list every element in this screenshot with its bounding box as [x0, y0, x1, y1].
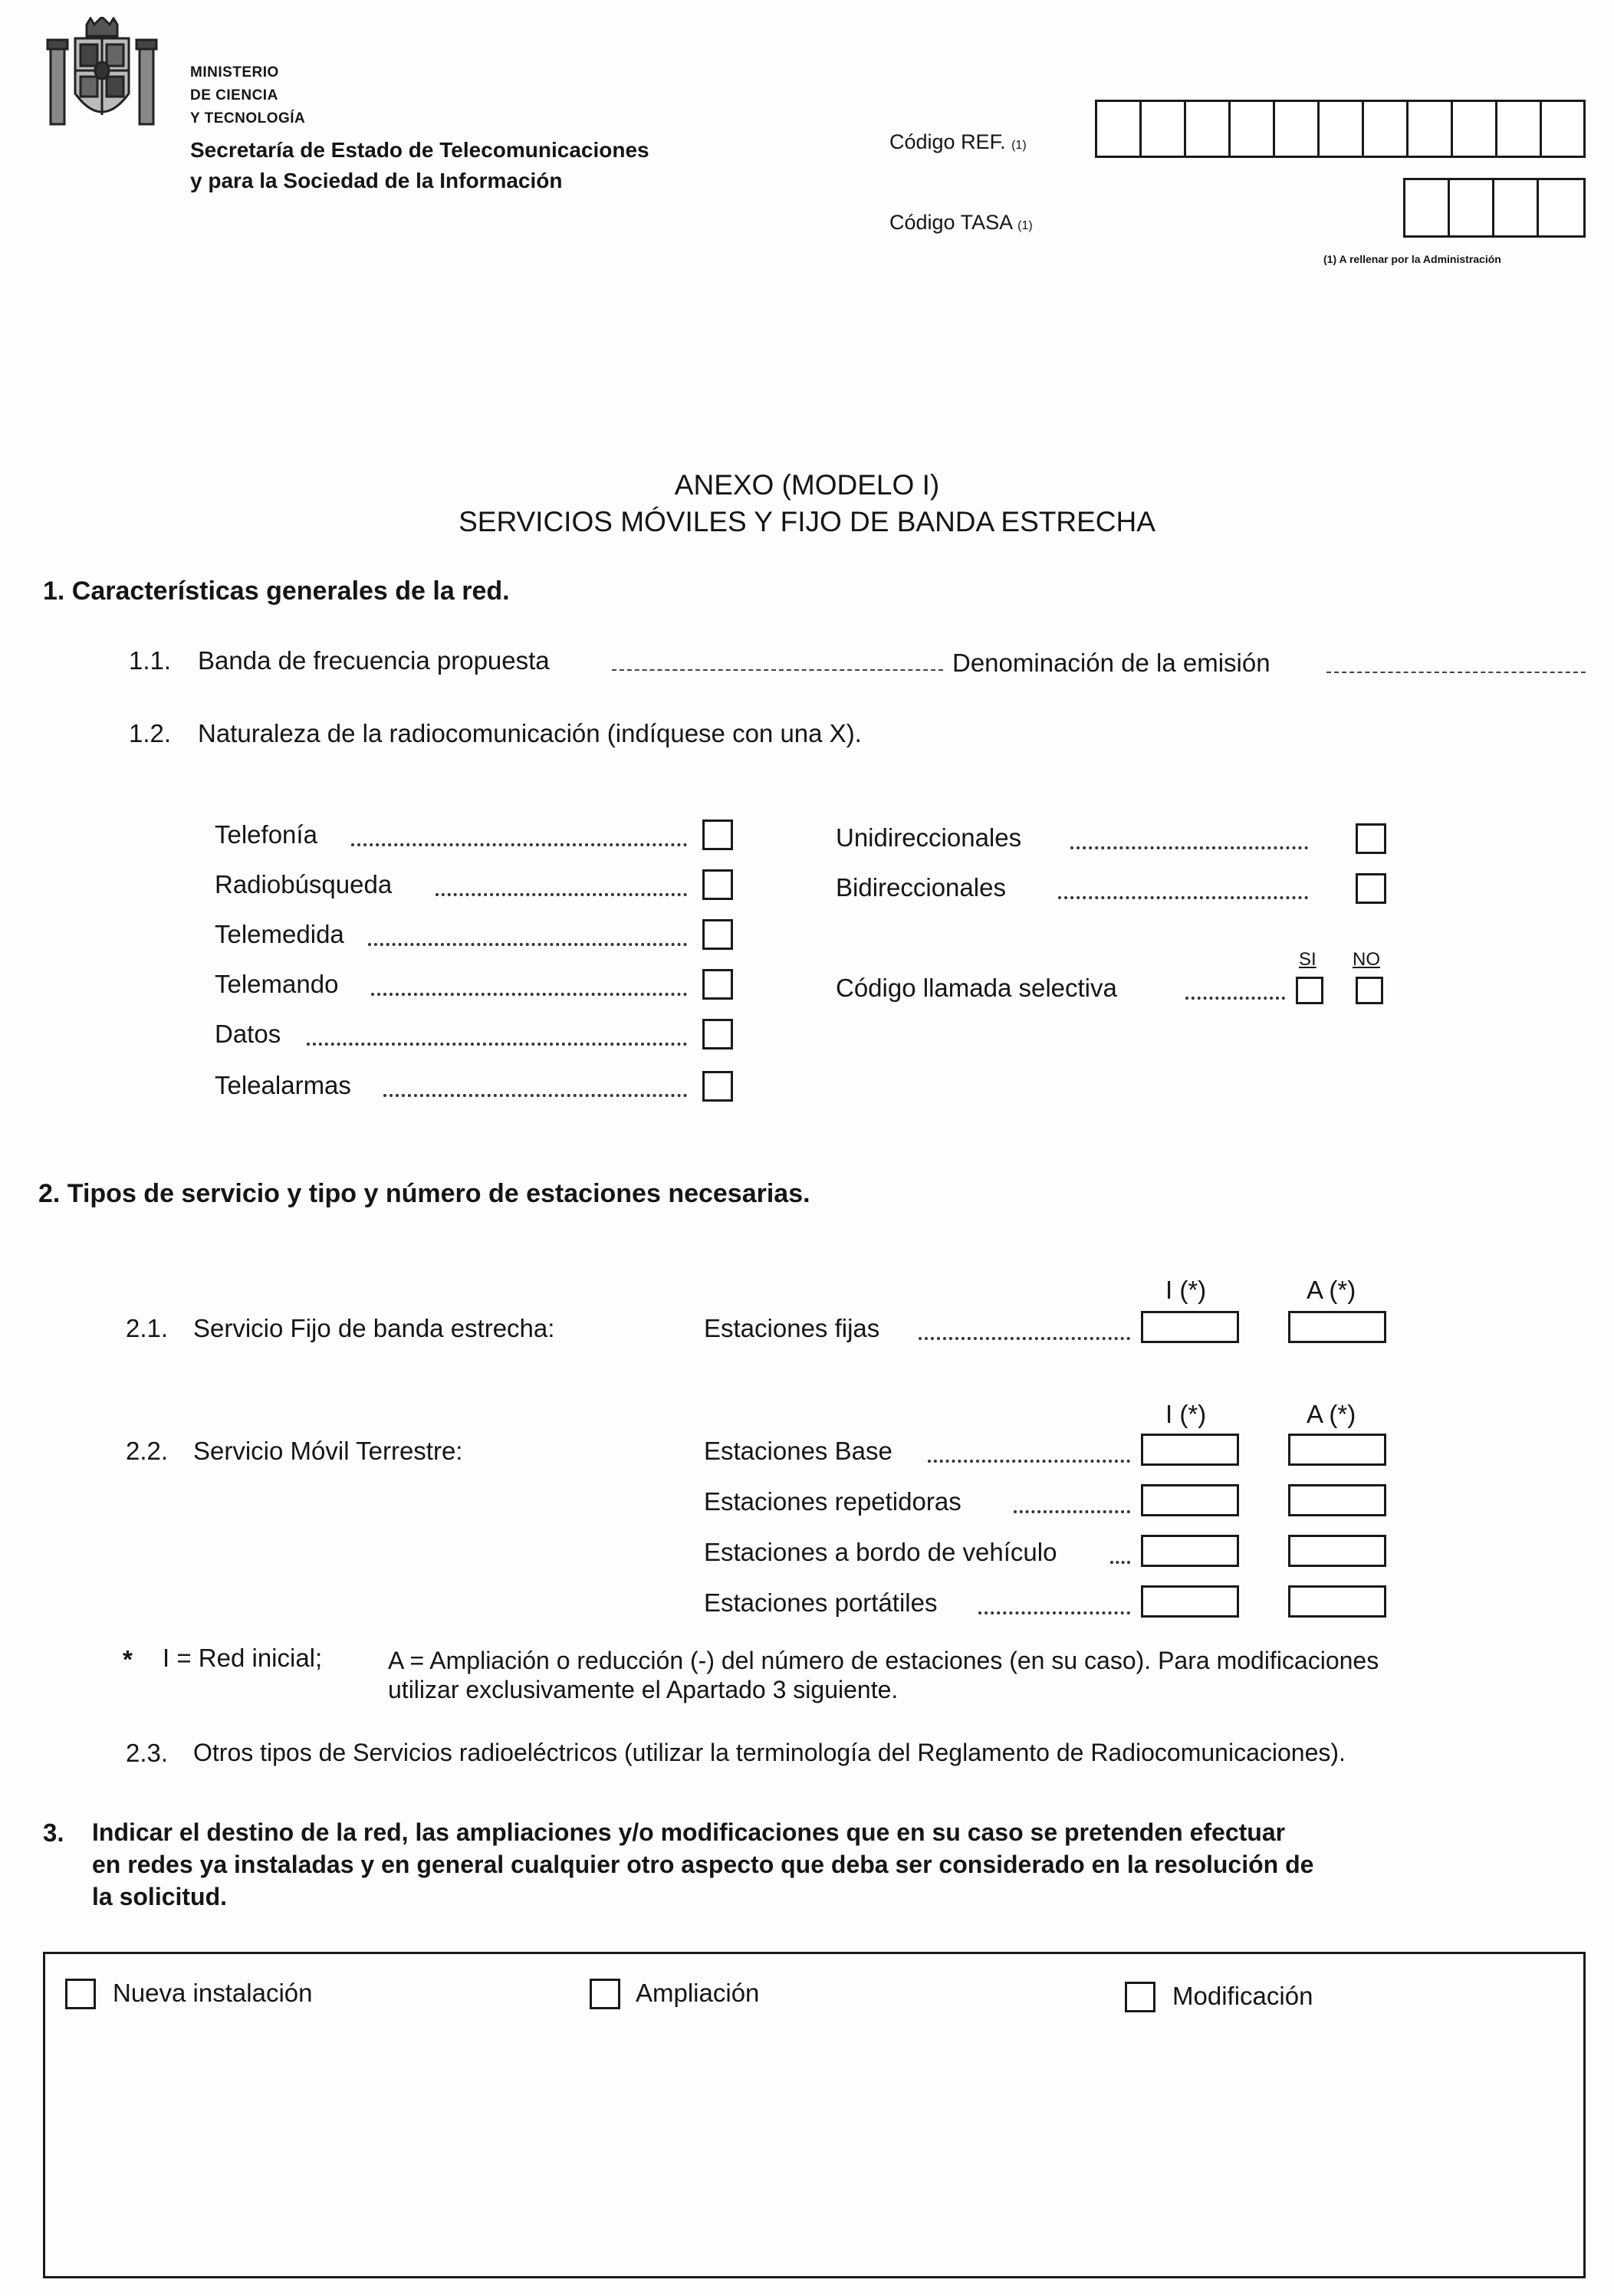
item-2-3-number: 2.3.: [126, 1739, 169, 1767]
title-line-1: ANEXO (MODELO I): [674, 469, 940, 501]
option-label: Ampliación: [636, 1979, 760, 2007]
row-label: Estaciones fijas: [704, 1314, 880, 1342]
unidireccionales-checkbox[interactable]: [1356, 823, 1386, 854]
codigo-ref-cell[interactable]: [1364, 102, 1409, 156]
item-2-2-label: Servicio Móvil Terrestre:: [193, 1437, 463, 1465]
section-1-heading: 1. Características generales de la red.: [43, 576, 510, 606]
emision-field[interactable]: [1326, 672, 1586, 673]
item-1-1-label: Banda de frecuencia propuesta: [198, 646, 550, 675]
codigo-ref-cell[interactable]: [1409, 102, 1453, 156]
item-2-3-label: Otros tipos de Servicios radioeléctricos (utilizar la terminología del Reglamento de Radiocomunicaciones).: [193, 1739, 1346, 1766]
row-label: Estaciones portátiles: [704, 1588, 938, 1617]
portatiles-i-input[interactable]: [1141, 1585, 1239, 1618]
codigo-tasa-note: (1): [1017, 219, 1033, 232]
note-i-definition: I = Red inicial;: [163, 1644, 323, 1672]
item-1-1-number: 1.1.: [129, 646, 172, 675]
llamada-selectiva-no-checkbox[interactable]: [1356, 977, 1383, 1004]
codigo-ref-cell[interactable]: [1275, 102, 1320, 156]
admin-note: (1) A rellenar por la Administración: [1323, 253, 1501, 265]
emision-label: Denominación de la emisión: [952, 649, 1270, 677]
codigo-ref-note: (1): [1011, 139, 1027, 152]
item-1-2-label: Naturaleza de la radiocomunicación (indíquese con una X).: [198, 719, 862, 747]
ministry-name: [190, 61, 305, 130]
col-i-header: I (*): [1165, 1276, 1207, 1304]
codigo-ref-label: [889, 130, 1027, 154]
codigo-ref-cell[interactable]: [1186, 102, 1231, 156]
row-label: Estaciones a bordo de vehículo: [704, 1538, 1057, 1566]
section-3-line-1: Indicar el destino de la red, las ampliaciones y/o modificaciones que en su caso se pretenden efectuar: [92, 1818, 1286, 1846]
note-a-definition-2: utilizar exclusivamente el Apartado 3 siguiente.: [388, 1676, 899, 1703]
no-label: NO: [1353, 949, 1380, 970]
codigo-ref-cell[interactable]: [1497, 102, 1542, 156]
option-label: Telealarmas: [215, 1071, 351, 1099]
codigo-ref-text: Código REF.: [889, 130, 1006, 153]
codigo-ref-cell[interactable]: [1542, 102, 1583, 156]
codigo-ref-cell[interactable]: [1097, 102, 1142, 156]
fijas-i-input[interactable]: [1141, 1311, 1239, 1343]
row-label: Estaciones Base: [704, 1437, 892, 1465]
codigo-tasa-cell[interactable]: [1450, 180, 1494, 235]
col-a-header: A (*): [1307, 1276, 1356, 1304]
codigo-tasa-label: [889, 211, 1033, 235]
option-label: Telemedida: [215, 920, 344, 948]
option-label: Datos: [215, 1020, 281, 1048]
ministry-line: Y TECNOLOGÍA: [190, 110, 306, 126]
bidireccionales-checkbox[interactable]: [1356, 873, 1386, 904]
codigo-tasa-cell[interactable]: [1494, 180, 1539, 235]
secretaria-line-2: y para la Sociedad de la Información: [190, 169, 563, 192]
repetidoras-i-input[interactable]: [1141, 1484, 1239, 1516]
note-a-definition-1: A = Ampliación o reducción (-) del número de estaciones (en su caso). Para modificaciones: [388, 1647, 1379, 1674]
section-3-line-3: la solicitud.: [92, 1883, 228, 1910]
option-label: Nueva instalación: [113, 1979, 313, 2007]
section-3-number: 3.: [43, 1818, 64, 1847]
telemedida-checkbox[interactable]: [702, 919, 733, 950]
item-2-2-number: 2.2.: [126, 1437, 169, 1465]
llamada-selectiva-si-checkbox[interactable]: [1296, 977, 1323, 1004]
item-1-2-number: 1.2.: [129, 719, 172, 747]
codigo-ref-cell[interactable]: [1320, 102, 1364, 156]
codigo-ref-cell[interactable]: [1453, 102, 1497, 156]
coat-of-arms-logo: [44, 17, 159, 132]
codigo-tasa-cell[interactable]: [1405, 180, 1450, 235]
section-2-heading: 2. Tipos de servicio y tipo y número de estaciones necesarias.: [38, 1179, 810, 1208]
col-a-header-2: A (*): [1307, 1400, 1356, 1428]
codigo-ref-cell[interactable]: [1231, 102, 1275, 156]
ministry-line: DE CIENCIA: [190, 87, 278, 103]
option-label: Bidireccionales: [836, 873, 1006, 902]
option-label: Código llamada selectiva: [836, 974, 1117, 1002]
fijas-a-input[interactable]: [1288, 1311, 1386, 1343]
ampliacion-checkbox[interactable]: [590, 1979, 620, 2009]
telefonia-checkbox[interactable]: [702, 820, 733, 850]
radiobusqueda-checkbox[interactable]: [702, 869, 733, 900]
col-i-header-2: I (*): [1165, 1400, 1207, 1428]
base-i-input[interactable]: [1141, 1434, 1239, 1466]
codigo-ref-cell[interactable]: [1142, 102, 1186, 156]
telemando-checkbox[interactable]: [702, 969, 733, 1000]
option-label: Modificación: [1172, 1982, 1313, 2010]
option-label: Telemando: [215, 970, 339, 998]
note-star: *: [123, 1645, 133, 1674]
codigo-tasa-cell[interactable]: [1539, 180, 1583, 235]
row-label: Estaciones repetidoras: [704, 1487, 961, 1516]
codigo-tasa-boxes[interactable]: [1403, 178, 1586, 238]
banda-frecuencia-field[interactable]: [612, 669, 943, 671]
destino-red-panel[interactable]: [43, 1952, 1586, 2278]
vehiculo-a-input[interactable]: [1288, 1535, 1386, 1567]
option-label: Telefonía: [215, 820, 317, 849]
vehiculo-i-input[interactable]: [1141, 1535, 1239, 1567]
portatiles-a-input[interactable]: [1288, 1585, 1386, 1618]
item-2-1-label: Servicio Fijo de banda estrecha:: [193, 1314, 555, 1342]
repetidoras-a-input[interactable]: [1288, 1484, 1386, 1516]
datos-checkbox[interactable]: [702, 1019, 733, 1049]
option-label: Radiobúsqueda: [215, 870, 393, 898]
codigo-ref-boxes[interactable]: [1095, 100, 1586, 158]
si-label: SI: [1299, 949, 1317, 970]
modificacion-checkbox[interactable]: [1125, 1982, 1155, 2012]
title-line-2: SERVICIOS MÓVILES Y FIJO DE BANDA ESTRECHA: [459, 506, 1155, 537]
telealarmas-checkbox[interactable]: [702, 1071, 733, 1102]
item-2-1-number: 2.1.: [126, 1314, 169, 1342]
base-a-input[interactable]: [1288, 1434, 1386, 1466]
section-3-line-2: en redes ya instaladas y en general cualquier otro aspecto que deba ser considerado en la resolución de: [92, 1851, 1314, 1878]
option-label: Unidireccionales: [836, 823, 1022, 852]
secretaria-line-1: Secretaría de Estado de Telecomunicaciones: [190, 138, 649, 162]
nueva-instalacion-checkbox[interactable]: [65, 1979, 96, 2009]
ministry-line: MINISTERIO: [190, 64, 279, 80]
codigo-tasa-text: Código TASA: [889, 211, 1012, 234]
